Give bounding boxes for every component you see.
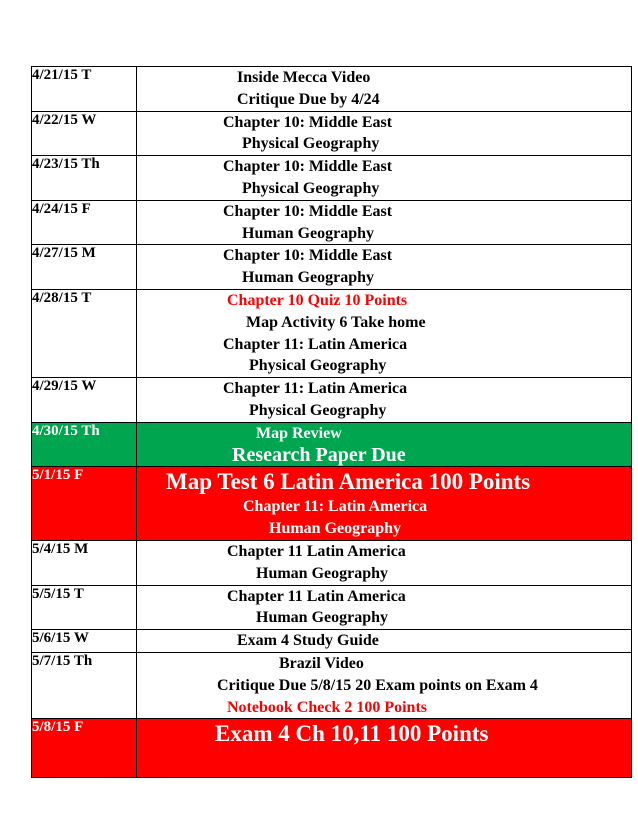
description-line: Critique Due by 4/24 — [237, 90, 380, 108]
schedule-row — [32, 111, 632, 156]
description-line: Human Geography — [256, 609, 389, 627]
description-cell — [137, 652, 632, 718]
date-cell: 5/1/15 F — [32, 467, 137, 541]
description-cell — [137, 467, 632, 541]
date-cell: 5/7/15 Th — [32, 652, 137, 718]
schedule-body — [32, 67, 632, 778]
description-line: Chapter 10 Quiz 10 Points — [227, 291, 408, 309]
schedule-row — [32, 467, 632, 541]
schedule-row — [32, 630, 632, 653]
description-cell — [137, 289, 632, 377]
schedule-row — [32, 378, 632, 423]
description-line: Chapter 11 Latin America — [227, 587, 406, 605]
schedule-table — [31, 66, 632, 778]
description-line: Brazil Video — [279, 654, 364, 672]
schedule-row — [32, 585, 632, 630]
description-line: Physical Geography — [249, 357, 387, 375]
description-line: Physical Geography — [242, 135, 380, 153]
description-cell — [137, 111, 632, 156]
date-cell: 4/30/15 Th — [32, 422, 137, 467]
description-line: Chapter 10: Middle East — [223, 202, 393, 220]
description-line: Exam 4 Ch 10,11 100 Points — [215, 721, 489, 747]
schedule-row — [32, 289, 632, 377]
date-cell: 4/29/15 W — [32, 378, 137, 423]
description-line: Notebook Check 2 100 Points — [227, 698, 428, 716]
description-cell — [137, 200, 632, 245]
description-line: Exam 4 Study Guide — [237, 632, 379, 650]
description-cell — [137, 540, 632, 585]
description-cell — [137, 630, 632, 653]
description-cell — [137, 245, 632, 290]
description-line: Human Geography — [242, 269, 375, 287]
schedule-row — [32, 156, 632, 201]
description-line: Chapter 10: Middle East — [223, 158, 393, 176]
schedule-row — [32, 422, 632, 467]
schedule-row — [32, 200, 632, 245]
description-line: Chapter 11 Latin America — [227, 542, 406, 560]
description-line: Map Activity 6 Take home — [246, 313, 426, 331]
description-line: Map Review — [256, 424, 342, 442]
schedule-row — [32, 245, 632, 290]
description-line: Inside Mecca Video — [237, 69, 371, 86]
schedule-row — [32, 719, 632, 778]
description-cell — [137, 67, 632, 112]
schedule-row — [32, 652, 632, 718]
date-cell: 4/28/15 T — [32, 289, 137, 377]
description-line: Human Geography — [256, 564, 389, 582]
description-cell — [137, 378, 632, 423]
description-line: Map Test 6 Latin America 100 Points — [166, 469, 531, 495]
schedule-row — [32, 67, 632, 112]
description-cell — [137, 585, 632, 630]
description-cell — [137, 422, 632, 467]
description-line: Chapter 11: Latin America — [243, 498, 428, 516]
date-cell: 5/5/15 T — [32, 585, 137, 630]
description-line: Research Paper Due — [232, 443, 406, 466]
date-cell: 4/21/15 T — [32, 67, 137, 112]
date-cell: 5/4/15 M — [32, 540, 137, 585]
date-cell: 4/27/15 M — [32, 245, 137, 290]
description-line: Physical Geography — [242, 179, 380, 197]
date-cell: 4/22/15 W — [32, 111, 137, 156]
description-line: Human Geography — [242, 224, 375, 242]
description-cell — [137, 156, 632, 201]
schedule-row — [32, 540, 632, 585]
date-cell: 4/23/15 Th — [32, 156, 137, 201]
description-line: Chapter 11: Latin America — [223, 380, 408, 398]
description-cell — [137, 719, 632, 778]
date-cell: 5/8/15 F — [32, 719, 137, 778]
description-line: Human Geography — [269, 520, 402, 538]
description-line: Physical Geography — [249, 401, 387, 419]
date-cell: 5/6/15 W — [32, 630, 137, 653]
date-cell: 4/24/15 F — [32, 200, 137, 245]
description-line: Chapter 10: Middle East — [223, 113, 393, 131]
description-line: Critique Due 5/8/15 20 Exam points on Exam 4 — [217, 676, 538, 694]
description-line: Chapter 11: Latin America — [223, 335, 408, 353]
description-line: Chapter 10: Middle East — [223, 247, 393, 265]
